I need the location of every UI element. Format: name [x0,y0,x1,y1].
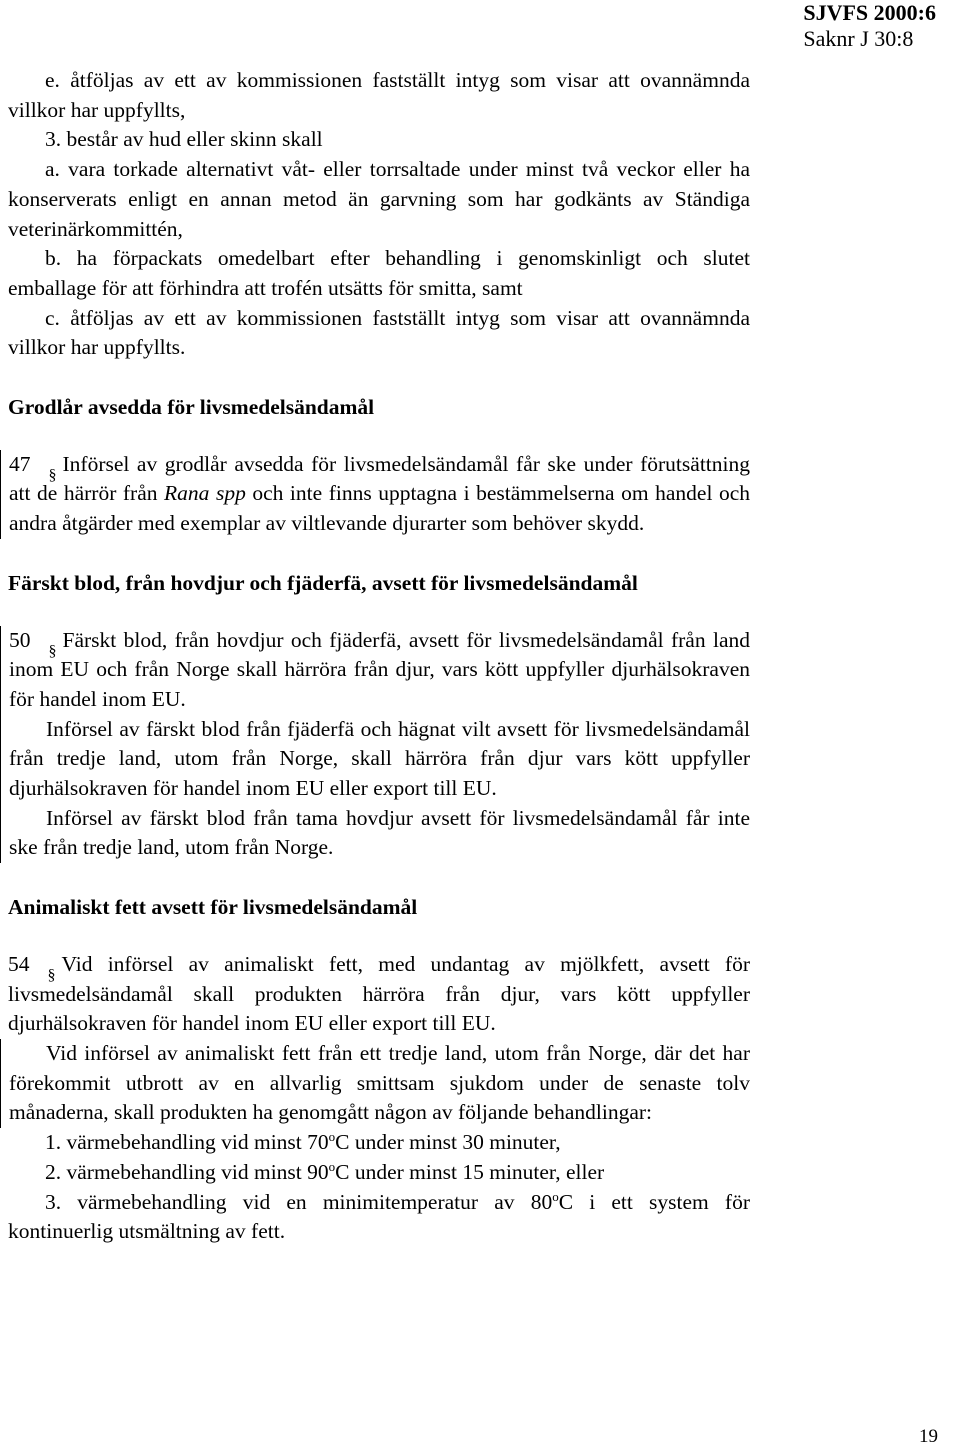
sec50-p2: Införsel av färskt blod från fjäderfä och hägnat vilt avsett för livsmedelsändamål från tredje land, utom från Norge, skall härröra från djur vars kött uppfyller djurhälsokraven för handel inom EU eller export till EU. [9,716,750,801]
list-3-sup: o [552,1188,559,1204]
list-3-pre: 3. värmebehandling vid en minimitemperatur av 80 [45,1189,553,1214]
sec54-list-3 [8,1188,750,1247]
list-2-pre: 2. värmebehandling vid minst 90 [45,1159,329,1184]
sec54-p2-block [0,1039,750,1128]
list-2-post: C under minst 15 minuter, eller [335,1159,605,1184]
section-50 [0,626,750,864]
item-e: e. åtföljas av ett av kommissionen fastställt intyg som visar att ovannämnda villkor har uppfyllts, [8,68,750,122]
sec50-p1 [9,626,750,715]
sec50-p3: Införsel av färskt blod från tama hovdjur avsett för livsmedelsändamål får inte ske från tredje land, utom från Norge. [9,805,750,860]
document-code: SJVFS 2000:6 [803,0,936,25]
sec54-number: 54 [8,951,30,976]
sec47-text-2: och inte finns upptagna i bestämmelserna om handel och andra åtgärder med exemplar av viltlevande djurarter som behöver skydd. [9,481,750,536]
list-2-sup: o [328,1158,336,1174]
sec54-list-1 [8,1128,750,1158]
sec47-paragraph [9,450,750,539]
running-header [803,0,936,52]
sec54-p1 [8,950,750,1039]
sec54-p1-text: Vid införsel av animaliskt fett, med undantag av mjölkfett, avsett för livsmedelsändamål skall produkten härröra från djur, vars kött uppfyller djurhälsokraven för handel inom EU eller export till EU. [8,951,750,1036]
item-a: a. vara torkade alternativt våt- eller torrsaltade under minst två veckor eller ha konserverats enligt en annan metod än garvning som har godkänts av Ständiga veterinärkommittén, [8,157,750,241]
section-54 [8,950,750,1247]
sec47-text-1: Införsel av grodlår avsedda för livsmedelsändamål får ske under förutsättning att de härrör från [9,451,750,506]
item-c: c. åtföljas av ett av kommissionen fastställt intyg som visar att ovannämnda villkor har uppfyllts. [8,305,750,360]
page-number: 19 [919,1426,938,1447]
item-3: 3. består av hud eller skinn skall [45,127,323,152]
sec50-p1-text: Färskt blod, från hovdjur och fjäderfä, avsett för livsmedelsändamål från land inom EU och från Norge skall härröra från djur, vars kött uppfyller djurhälsokraven för handel inom EU. [9,627,750,711]
sec54-p2: Vid införsel av animaliskt fett från ett tredje land, utom från Norge, där det har förekommit utbrott av en allvarlig smittsam sjukdom under de senaste tolv månaderna, skall produkten ha genomgått någon av följande behandlingar: [9,1040,750,1125]
item-b: b. ha förpackats omedelbart efter behandling i genomskinligt och slutet emballage för att förhindra att trofén utsätts för smitta, samt [8,246,750,300]
sec50-number: 50 [9,627,31,652]
list-1-pre: 1. värmebehandling vid minst 70 [45,1130,329,1155]
list-1-sup: o [328,1129,336,1145]
heading-sec50: Färskt blod, från hovdjur och fjäderfä, avsett för livsmedelsändamål [8,570,638,595]
sec47-italic: Rana spp [164,481,246,506]
heading-sec54: Animaliskt fett avsett för livsmedelsändamål [8,895,418,920]
list-3-post: C i ett system för kontinuerlig utsmältning av fett. [8,1189,750,1244]
page-body [8,66,750,1247]
document-reference: Saknr J 30:8 [803,26,914,51]
heading-sec47: Grodlår avsedda för livsmedelsändamål [8,395,375,420]
sec54-list-2 [8,1158,750,1188]
section-47 [0,450,750,539]
list-1-post: C under minst 30 minuter, [335,1130,561,1155]
sec47-number: 47 [9,451,31,476]
